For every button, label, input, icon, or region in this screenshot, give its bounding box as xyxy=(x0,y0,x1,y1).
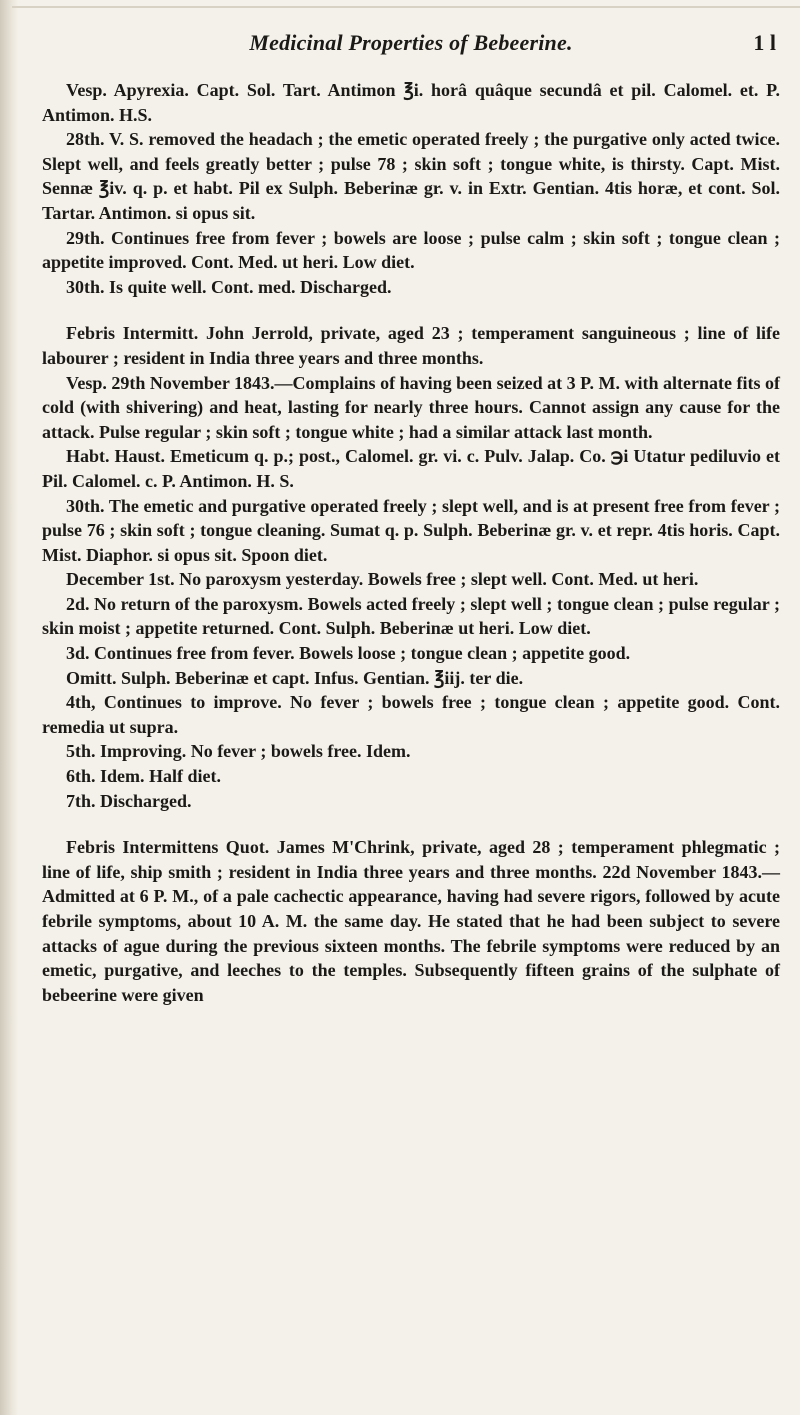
paragraph-text: Omitt. Sulph. Beberinæ et capt. Infus. Gentian. ℥iij. ter die. xyxy=(66,667,524,688)
paragraph-text: 7th. Discharged. xyxy=(66,790,192,811)
paragraph xyxy=(42,321,780,370)
paragraph xyxy=(42,789,780,814)
page-edge-line xyxy=(12,6,800,8)
paragraph xyxy=(42,592,780,641)
paragraph xyxy=(42,494,780,568)
paragraph xyxy=(42,226,780,275)
paragraph-text: Febris Intermitt. John Jerrold, private, aged 23 ; temperament sanguineous ; line of life labourer ; resident in India three years and three months. xyxy=(42,323,780,368)
paragraph-text: Febris Intermittens Quot. James M'Chrink, private, aged 28 ; temperament phlegmatic ; line of life, ship smith ; resident in India three years and three months. 22d November 1843.—Admitted at 6 P. M., of a pale cachectic appearance, having had severe rigors, followed by acute febrile symptoms, about 10 A. M. the same day. He stated that he had been subject to severe attacks of ague during the previous sixteen months. The febrile symptoms were reduced by an emetic, purgative, and leeches to the temples. Subsequently fifteen grains of the sulphate of bebeerine were given xyxy=(42,837,780,1005)
running-head: Medicinal Properties of Bebeerine. xyxy=(249,30,573,55)
paragraph-text: 5th. Improving. No fever ; bowels free. Idem. xyxy=(66,741,411,762)
paragraph xyxy=(42,371,780,445)
paragraph-text: 30th. The emetic and purgative operated freely ; slept well, and is at present free from fever ; pulse 76 ; skin soft ; tongue cleaning. Sumat q. p. Sulph. Beberinæ gr. v. et repr. 4tis horis. Capt. Mist. Diaphor. si opus sit. Spoon diet. xyxy=(42,495,780,565)
paragraph-text: 6th. Idem. Half diet. xyxy=(66,766,221,787)
paragraph-text: December 1st. No paroxysm yesterday. Bowels free ; slept well. Cont. Med. ut heri. xyxy=(66,569,699,590)
paragraph xyxy=(42,78,780,127)
paragraph-text: 4th, Continues to improve. No fever ; bowels free ; tongue clean ; appetite good. Cont. remedia ut supra. xyxy=(42,692,780,737)
paragraph-text: Vesp. Apyrexia. Capt. Sol. Tart. Antimon ℥i. horâ quâque secundâ et pil. Calomel. et. P. Antimon. H.S. xyxy=(42,80,780,125)
paragraph-text: Habt. Haust. Emeticum q. p.; post., Calomel. gr. vi. c. Pulv. Jalap. Co. ℈i Utatur pediluvio et Pil. Calomel. c. P. Antimon. H. S. xyxy=(42,446,780,491)
paragraph-text: 28th. V. S. removed the headach ; the emetic operated freely ; the purgative only acted twice. Slept well, and feels greatly better ; pulse 78 ; skin soft ; tongue white, is thirsty. Capt. Mist. Sennæ ℥iv. q. p. et habt. Pil ex Sulph. Beberinæ gr. v. in Extr. Gentian. 4tis horæ, et cont. Sol. Tartar. Antimon. si opus sit. xyxy=(42,129,780,223)
paragraph-text: 29th. Continues free from fever ; bowels are loose ; pulse calm ; skin soft ; tongue clean ; appetite improved. Cont. Med. ut heri. Low diet. xyxy=(42,227,780,273)
paragraph xyxy=(42,275,780,300)
paragraph-text: 2d. No return of the paroxysm. Bowels acted freely ; slept well ; tongue clean ; pulse regular ; skin moist ; appetite returned. Cont. Sulph. Beberinæ ut heri. Low diet. xyxy=(42,593,780,639)
paragraph xyxy=(42,567,780,592)
paragraph-text: 3d. Continues free from fever. Bowels loose ; tongue clean ; appetite good. xyxy=(66,643,631,664)
page-number: 1 l xyxy=(753,30,776,55)
paragraph xyxy=(42,835,780,1007)
paragraph xyxy=(42,127,780,225)
paragraph xyxy=(42,690,780,739)
page-header xyxy=(42,30,780,66)
paragraph xyxy=(42,764,780,789)
paragraph xyxy=(42,444,780,493)
paragraph xyxy=(42,641,780,666)
paragraph-text: Vesp. 29th November 1843.—Complains of having been seized at 3 P. M. with alternate fits of cold (with shivering) and heat, lasting for nearly three hours. Cannot assign any cause for the attack. Pulse regular ; skin soft ; tongue white ; had a similar attack last month. xyxy=(42,372,780,442)
page-body xyxy=(42,30,780,1007)
paragraph xyxy=(42,666,780,691)
binding-gutter xyxy=(0,0,18,1415)
paragraph xyxy=(42,739,780,764)
paragraph-text: 30th. Is quite well. Cont. med. Discharged. xyxy=(66,276,392,297)
